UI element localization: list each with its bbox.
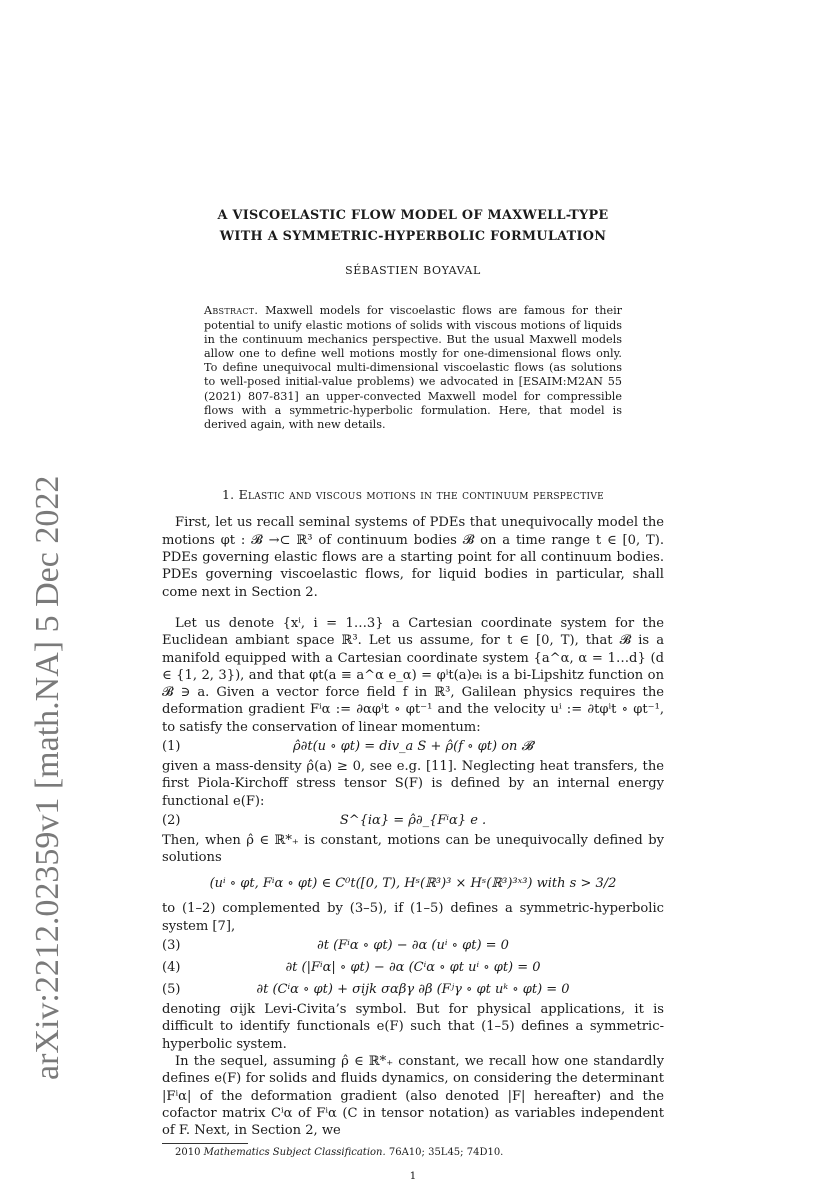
page-number: 1 <box>409 1170 417 1183</box>
paragraph-1: First, let us recall seminal systems of PDEs that unequivocally model the motions φt : 𝓑 →⊂ ℝ³ of continuum bodies 𝓑 on a time range t ∈ [0, T). PDEs governing elastic flows are a starting point for all continuum bodies. PDEs governing viscoelastic flows, for liquid bodies in particular, shall come next in Section 2. <box>162 515 664 600</box>
equation-2 <box>162 810 664 832</box>
section-title-text: Elastic and viscous motions in the continuum perspective <box>238 487 605 503</box>
section-number: 1. <box>221 487 235 503</box>
title-line-1: A VISCOELASTIC FLOW MODEL OF MAXWELL-TYPE <box>217 208 609 223</box>
equation-3-number: (3) <box>162 938 181 954</box>
arxiv-identifier-stamp <box>12 300 72 1080</box>
abstract-text: Maxwell models for viscoelastic flows are famous for their potential to unify elastic motions of solids with viscous motions of liquids in the continuum mechanics perspective. But the usual Maxwell models allow one to define well motions mostly for one-dimensional flows only. To define unequivocal multi-dimensional viscoelastic flows (as solutions to well-posed initial-value problems) we advocated in [ESAIM:M2AN 55 (2021) 807-831] an upper-convected Maxwell model for compressible flows with a symmetric-hyperbolic formulation. Here, that model is derived again, with new details. <box>204 304 622 431</box>
footnote-divider <box>162 1143 248 1144</box>
equation-2-body: S^{iα} = ρ̂∂_{Fⁱα} e . <box>339 813 487 829</box>
paragraph-3: given a mass-density ρ̂(a) ≥ 0, see e.g. [11]. Neglecting heat transfers, the first Piola-Kirchoff stress tensor S(F) is defined by an internal energy functional e(F): <box>162 758 664 809</box>
equation-5 <box>162 979 664 1001</box>
solution-space-equation <box>162 866 664 900</box>
title-line-2: WITH A SYMMETRIC-HYPERBOLIC FORMULATION <box>219 229 607 244</box>
equation-4-number: (4) <box>162 960 181 976</box>
author-name: SÉBASTIEN BOYAVAL <box>345 264 481 277</box>
paragraph-2: Let us denote {xⁱ, i = 1…3} a Cartesian coordinate system for the Euclidean ambiant space ℝ³. Let us assume, for t ∈ [0, T), that 𝓑 is a manifold equipped with a Cartesian coordinate system {a^α, α = 1…d} (d ∈ {1, 2, 3}), and that φt(a ≡ a^α e_α) = φⁱt(a)eᵢ is a bi-Lipshitz function on 𝓑 ∋ a. Given a vector force field f in ℝ³, Galilean physics requires the deformation gradient Fⁱα := ∂αφⁱt ∘ φt⁻¹ and the velocity uⁱ := ∂tφⁱt ∘ φt⁻¹, to satisfy the conservation of linear momentum: <box>162 615 664 735</box>
equation-1-number: (1) <box>162 739 181 755</box>
paper-page <box>162 200 664 1186</box>
abstract <box>204 304 622 432</box>
section-heading <box>162 486 664 503</box>
equation-1 <box>162 736 664 758</box>
equation-3 <box>162 935 664 957</box>
equation-1-body: ρ̂∂t(u ∘ φt) = div_a S + ρ̂(f ∘ φt) on 𝓑 <box>293 739 533 755</box>
equation-4 <box>162 957 664 979</box>
solution-space-body: (uⁱ ∘ φt, Fⁱα ∘ φt) ∈ C⁰t([0, T), Hˢ(ℝ³)³ × Hˢ(ℝ³)³ˣ³) with s > 3/2 <box>209 875 617 891</box>
equation-5-number: (5) <box>162 982 181 998</box>
paper-title <box>162 205 664 247</box>
paragraph-6: denoting σijk Levi-Civita’s symbol. But for physical applications, it is difficult to identify functionals e(F) such that (1–5) defines a symmetric-hyperbolic system. <box>162 1002 664 1052</box>
arxiv-stamp-svg <box>12 300 72 1080</box>
paragraph-4: Then, when ρ̂ ∈ ℝ*₊ is constant, motions can be unequivocally defined by solutions <box>162 832 664 866</box>
equation-2-number: (2) <box>162 813 181 829</box>
footnote-label: Mathematics Subject Classification. <box>203 1147 386 1159</box>
footnote-msc <box>162 1146 664 1160</box>
paragraph-5: to (1–2) complemented by (3–5), if (1–5) defines a symmetric-hyperbolic system [7], <box>162 901 664 934</box>
paragraph-7: In the sequel, assuming ρ̂ ∈ ℝ*₊ constant, we recall how one standardly defines e(F) for solids and fluids dynamics, on considering the determinant |Fⁱα| of the deformation gradient (also denoted |F| hereafter) and the cofactor matrix Cⁱα of Fⁱα (C in tensor notation) as variables independent of F. Next, in Section 2, we <box>162 1053 664 1139</box>
footnote-codes: 76A10; 35L45; 74D10. <box>388 1147 504 1159</box>
equation-3-body: ∂t (Fⁱα ∘ φt) − ∂α (uⁱ ∘ φt) = 0 <box>317 938 509 954</box>
abstract-label: Abstract. <box>204 304 259 318</box>
footnote-year: 2010 <box>175 1147 201 1159</box>
equation-5-body: ∂t (Cⁱα ∘ φt) + σijk σαβγ ∂β (Fʲγ ∘ φt uᵏ ∘ φt) = 0 <box>256 982 570 998</box>
arxiv-id-text: arXiv:2212.02359v1 [math.NA] 5 Dec 2022 <box>29 475 66 1080</box>
equation-4-body: ∂t (|Fⁱα| ∘ φt) − ∂α (Cⁱα ∘ φt uⁱ ∘ φt) = 0 <box>285 960 541 976</box>
